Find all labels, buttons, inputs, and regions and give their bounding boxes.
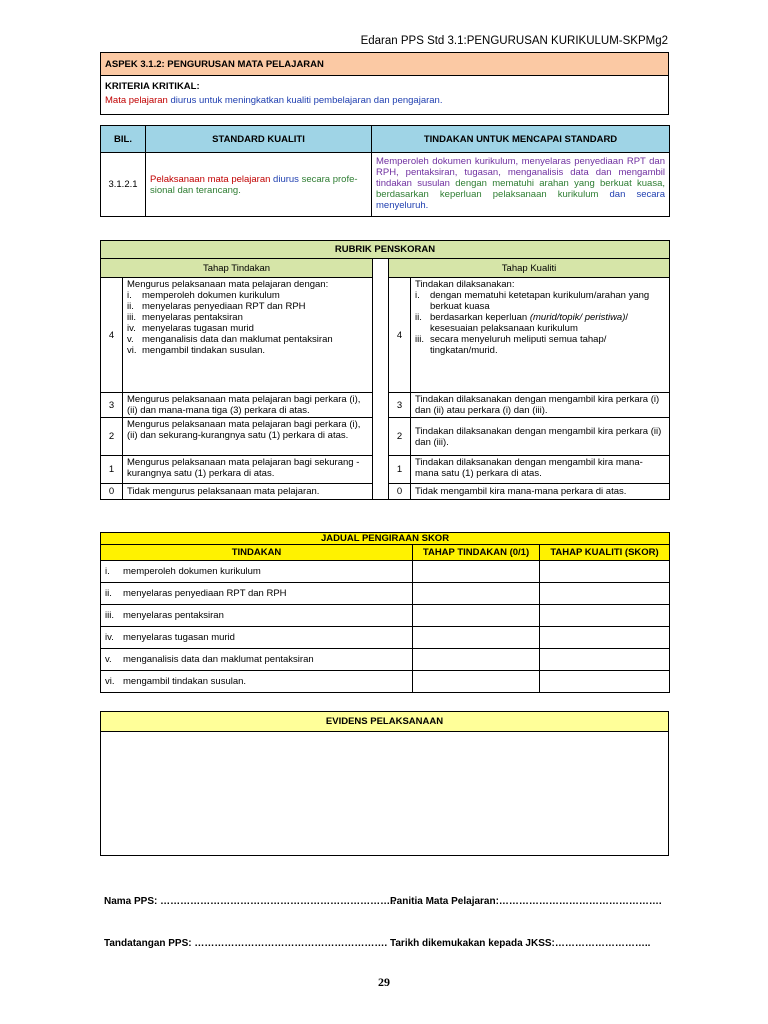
table-row (101, 627, 670, 649)
page-number: 29 (378, 975, 390, 989)
table-row (101, 583, 670, 605)
list-item: i. dengan mematuhi ketetapan kurikulum/arahan yang berkuat kuasa (415, 290, 650, 312)
score-2-right: 2 (389, 418, 411, 456)
jadual-title: JADUAL PENGIRAAN SKOR (101, 533, 670, 545)
jadual-tindakan-cell: iii. menyelaras pentaksiran (101, 605, 413, 627)
table-row (101, 605, 670, 627)
tahap-tindakan-input[interactable] (413, 627, 540, 649)
list-item: iii. menyelaras pentaksiran (127, 312, 243, 323)
list-item: iv. menyelaras tugasan murid (127, 323, 254, 334)
score-4-right: 4 (389, 278, 411, 393)
rubrik-2-right: Tindakan dilaksanakan dengan mengambil kira perkara (ii) dan (iii). (411, 418, 670, 456)
standard-kualiti: Pelaksanaan mata pelajaran diurus secara profe-sional dan terancang. (146, 153, 372, 217)
panitia-field[interactable]: Panitia Mata Pelajaran:…………………………………………. (390, 896, 662, 907)
list-item: iii. secara menyeluruh meliputi semua tahap/ tingkatan/murid. (415, 334, 607, 356)
list-item: ii. berdasarkan keperluan (murid/topik/ peristiwa)/ kesesuaian pelaksanaan kurikulum (415, 312, 629, 334)
jadual-tindakan-cell: vi. mengambil tindakan susulan. (101, 671, 413, 693)
col-tindakan: TINDAKAN UNTUK MENCAPAI STANDARD (372, 126, 670, 153)
tahap-kualiti-input[interactable] (540, 627, 670, 649)
tahap-kualiti-input[interactable] (540, 561, 670, 583)
rubrik-0-right: Tidak mengambil kira mana-mana perkara di atas. (411, 484, 670, 500)
tahap-tindakan-input[interactable] (413, 583, 540, 605)
aspek-title: ASPEK 3.1.2: PENGURUSAN MATA PELAJARAN (101, 53, 669, 76)
tahap-kualiti-input[interactable] (540, 583, 670, 605)
jadual-col-tahap-kualiti: TAHAP KUALITI (SKOR) (540, 545, 670, 561)
rubrik-4-right: Tindakan dilaksanakan: i. dengan mematuhi ketetapan kurikulum/arahan yang berkuat kuasa ii. berdasarkan keperluan (murid/topik/ peristiwa)/ kesesuaian pelaksanaan kurikulum iii. secara menyeluruh meliputi semua tahap/ tingkatan/murid. (411, 278, 670, 393)
score-2-left: 2 (101, 418, 123, 456)
tahap-tindakan-input[interactable] (413, 561, 540, 583)
tahap-kualiti-input[interactable] (540, 649, 670, 671)
tahap-kualiti-input[interactable] (540, 671, 670, 693)
standard-table (100, 125, 670, 217)
list-item: v. menganalisis data dan maklumat pentaksiran (127, 334, 333, 345)
kriteria-label: KRITERIA KRITIKAL: (105, 81, 200, 92)
rubrik-4-left: Mengurus pelaksanaan mata pelajaran dengan: i. memperoleh dokumen kurikulum ii. menyelaras penyediaan RPT dan RPH iii. menyelaras pentaksiran iv. menyelaras tugasan murid v. menganalisis data dan maklumat pentaksiran vi. mengambil tindakan susulan. (123, 278, 373, 393)
tandatangan-field[interactable]: Tandatangan PPS: …………………………………………………. (104, 938, 388, 949)
jadual-table (100, 532, 670, 693)
score-1-right: 1 (389, 456, 411, 484)
evidens-table (100, 711, 669, 856)
score-0-left: 0 (101, 484, 123, 500)
table-row (101, 561, 670, 583)
nama-pps-field[interactable]: Nama PPS: …………………………………………………………….. (104, 896, 396, 907)
col-bil: BIL. (101, 126, 146, 153)
rubrik-table (100, 240, 670, 500)
rubrik-1-right: Tindakan dilaksanakan dengan mengambil kira mana-mana satu (1) perkara di atas. (411, 456, 670, 484)
rubrik-0-left: Tidak mengurus pelaksanaan mata pelajaran. (123, 484, 373, 500)
list-item: ii. menyelaras penyediaan RPT dan RPH (127, 301, 306, 312)
rubrik-4-left-list (127, 290, 368, 356)
evidens-title: EVIDENS PELAKSANAAN (101, 712, 669, 732)
rubrik-col-left: Tahap Tindakan (101, 259, 373, 278)
tahap-tindakan-input[interactable] (413, 649, 540, 671)
jadual-tindakan-cell: ii. menyelaras penyediaan RPT dan RPH (101, 583, 413, 605)
kriteria-text: Mata pelajaran diurus untuk meningkatkan kualiti pembelajaran dan pengajaran. (105, 95, 443, 106)
col-standard: STANDARD KUALITI (146, 126, 372, 153)
table-row (101, 671, 670, 693)
standard-tindakan: Memperoleh dokumen kurikulum, menyelaras penyediaan RPT dan RPH, pentaksiran, tugasan, menganalisis data dan mengambil tindakan susulan dengan mematuhi arahan yang berkuat kuasa, berdasarkan keperluan pelaksanaan kurikulum dan secara menyeluruh. (372, 153, 670, 217)
jadual-tindakan-cell: i. memperoleh dokumen kurikulum (101, 561, 413, 583)
rubrik-1-left: Mengurus pelaksanaan mata pelajaran bagi sekurang -kurangnya satu (1) perkara di atas. (123, 456, 373, 484)
list-item: vi. mengambil tindakan susulan. (127, 345, 266, 356)
score-0-right: 0 (389, 484, 411, 500)
list-item: i. memperoleh dokumen kurikulum (127, 290, 280, 301)
tahap-tindakan-input[interactable] (413, 605, 540, 627)
score-3-left: 3 (101, 393, 123, 418)
rubrik-title: RUBRIK PENSKORAN (101, 241, 670, 259)
score-4-left: 4 (101, 278, 123, 393)
score-3-right: 3 (389, 393, 411, 418)
jadual-tindakan-cell: iv. menyelaras tugasan murid (101, 627, 413, 649)
rubrik-3-left: Mengurus pelaksanaan mata pelajaran bagi perkara (i), (ii) dan mana-mana tiga (3) perkara di atas. (123, 393, 373, 418)
kriteria-cell (101, 76, 669, 115)
tarikh-field[interactable]: Tarikh dikemukakan kepada JKSS:……………………….. (390, 938, 651, 949)
score-1-left: 1 (101, 456, 123, 484)
jadual-col-tahap-tindakan: TAHAP TINDAKAN (0/1) (413, 545, 540, 561)
jadual-col-tindakan: TINDAKAN (101, 545, 413, 561)
rubrik-3-right: Tindakan dilaksanakan dengan mengambil kira perkara (i) dan (ii) atau perkara (i) dan (iii). (411, 393, 670, 418)
document-header: Edaran PPS Std 3.1:PENGURUSAN KURIKULUM-SKPMg2 (360, 35, 668, 47)
aspek-table (100, 52, 669, 115)
table-row (101, 649, 670, 671)
standard-bil: 3.1.2.1 (101, 153, 146, 217)
evidens-box[interactable] (101, 732, 669, 856)
tahap-kualiti-input[interactable] (540, 605, 670, 627)
jadual-tindakan-cell: v. menganalisis data dan maklumat pentaksiran (101, 649, 413, 671)
tahap-tindakan-input[interactable] (413, 671, 540, 693)
rubrik-2-left: Mengurus pelaksanaan mata pelajaran bagi perkara (i), (ii) dan sekurang-kurangnya satu (1) perkara di atas. (123, 418, 373, 456)
rubrik-col-right: Tahap Kualiti (389, 259, 670, 278)
